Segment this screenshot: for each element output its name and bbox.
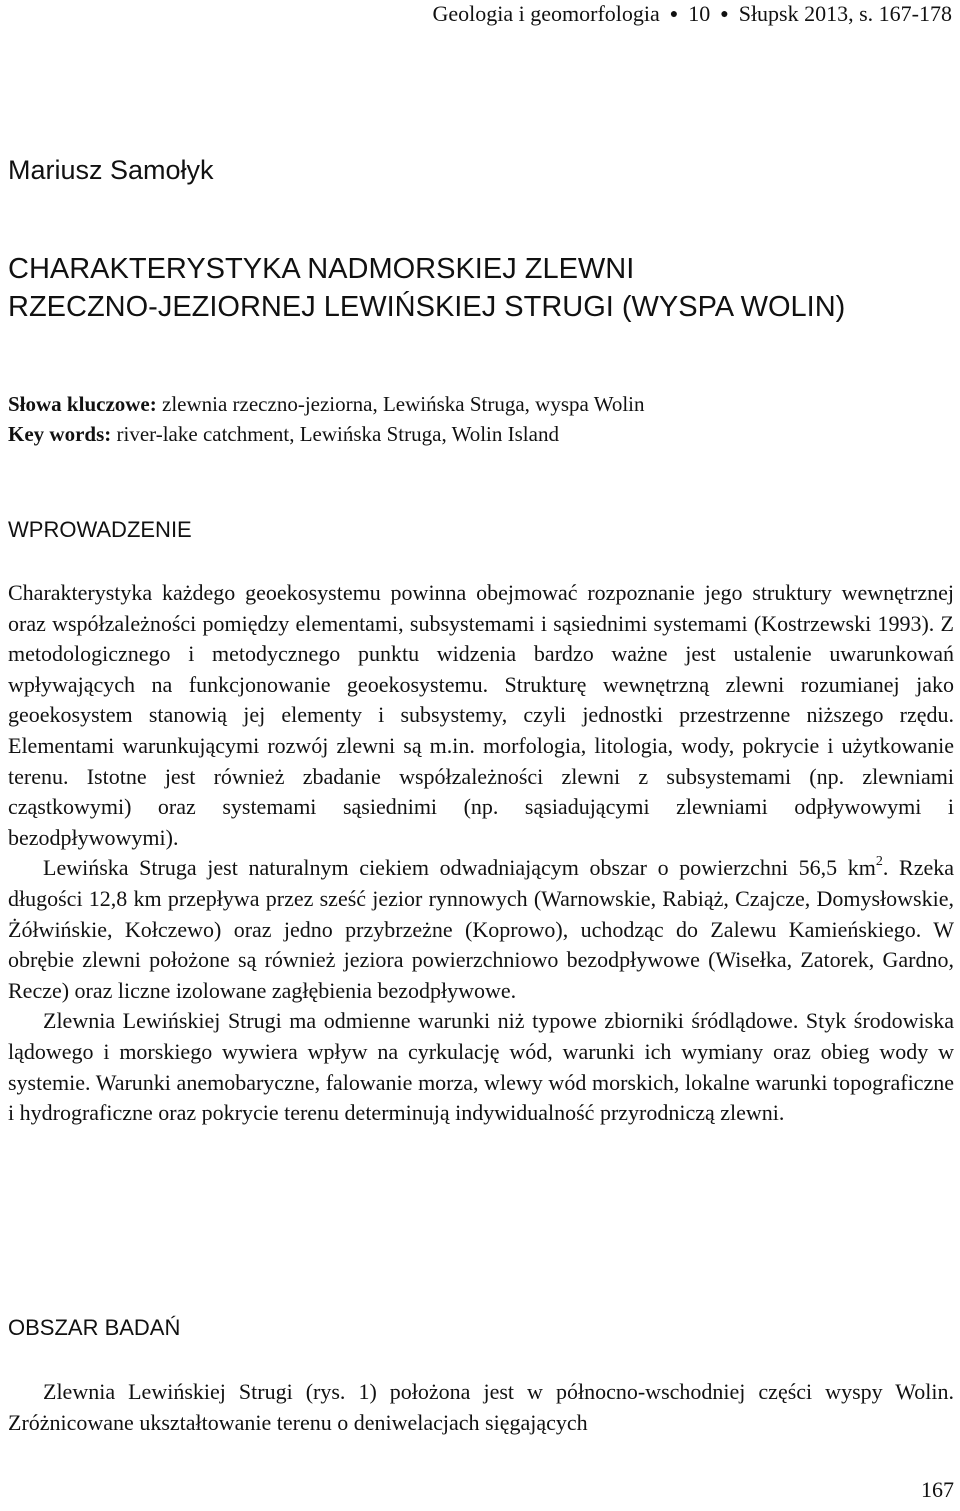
keywords-english [8,419,953,449]
paper-title [8,250,953,326]
section-heading-study-area: OBSZAR BADAŃ [8,1315,181,1340]
paragraph: Zlewnia Lewińskiej Strugi ma odmienne warunki niż typowe zbiorniki śródlądowe. Styk środowiska lądowego i morskiego wywiera wpływ na cyrkulację wód, warunki ich wymiany oraz obieg wody w systemie. Warunki anemobaryczne, falowanie morza, wlewy wód morskich, lokalne warunki topograficzne i hydrograficzne oraz pokrycie terenu determinują indywidualność przyrodniczą zlewni. [8,1008,954,1126]
paragraph [8,853,954,1006]
bullet-icon: ● [669,7,679,22]
paragraph-text: Lewińska Struga jest naturalnym ciekiem odwadniającym obszar o powierzchni 56,5 km [43,855,876,881]
paper-title-line-2: RZECZNO-JEZIORNEJ LEWIŃSKIEJ STRUGI (WYSPA WOLIN) [8,291,846,323]
keywords-polish-label: Słowa kluczowe: [8,392,157,416]
paragraph: Zlewnia Lewińskiej Strugi (rys. 1) położona jest w północno-wschodniej części wyspy Wolin. Zróżnicowane ukształtowanie terenu o deniwelacjach sięgających [8,1379,954,1435]
keywords-polish [8,389,953,419]
superscript: 2 [875,854,883,870]
keywords-polish-text: zlewnia rzeczno-jeziorna, Lewińska Struga, wyspa Wolin [162,392,645,416]
journal-location-pages: Słupsk 2013, s. 167-178 [738,1,952,26]
keywords-english-text: river-lake catchment, Lewińska Struga, Wolin Island [116,422,559,446]
journal-name: Geologia i geomorfologia [432,1,660,26]
paragraph-text: . Rzeka długości 12,8 km przepływa przez sześć jezior rynnowych (Warnowskie, Rabiąż, Czajcze, Domysłowskie, Żółwińskie, Kołczewo) oraz jedno przybrzeżne (Koprowo), uchodząc do Zalewu Kamieńskiego. W obrębie zlewni położone są również jeziora powierzchniowo bezodpływowe (Wisełka, Zatorek, Gardno, Recze) oraz liczne izolowane zagłębienia bezodpływowe. [8,855,955,1003]
section-body-introduction [8,578,954,1129]
section-heading-introduction: WPROWADZENIE [8,517,192,542]
section-body-study-area [8,1377,954,1438]
page-number: 167 [921,1477,954,1502]
bullet-icon: ● [720,7,729,22]
author-name: Mariusz Samołyk [8,155,214,185]
paper-title-line-1: CHARAKTERYSTYKA NADMORSKIEJ ZLEWNI [8,253,635,285]
paragraph: Charakterystyka każdego geoekosystemu powinna obejmować rozpoznanie jego struktury wewnętrznej oraz współzależności pomiędzy elementami, subsystemami i sąsiednimi systemami (Kostrzewski 1993). Z metodologicznego i metodycznego punktu widzenia bardzo ważne jest ustalenie uwarunkowań wpływających na funkcjonowanie geoekosystemu. Strukturę wewnętrzną zlewni rozumianej jako geoekosystem stanowią jej elementy i subsystemy, czyli jednostki przestrzenne niższego rzędu. Elementami warunkującymi rozwój zlewni są m.in. morfologia, litologia, wody, pokrycie i użytkowanie terenu. Istotne jest również zbadanie współzależności zlewni z subsystemami (np. zlewniami cząstkowymi) oraz systemami sąsiednimi (np. sąsiadującymi zlewniami odpływowymi i bezodpływowymi). [8,580,954,850]
journal-volume: 10 [688,1,711,26]
running-header [432,0,952,29]
keywords-english-label: Key words: [8,422,112,446]
